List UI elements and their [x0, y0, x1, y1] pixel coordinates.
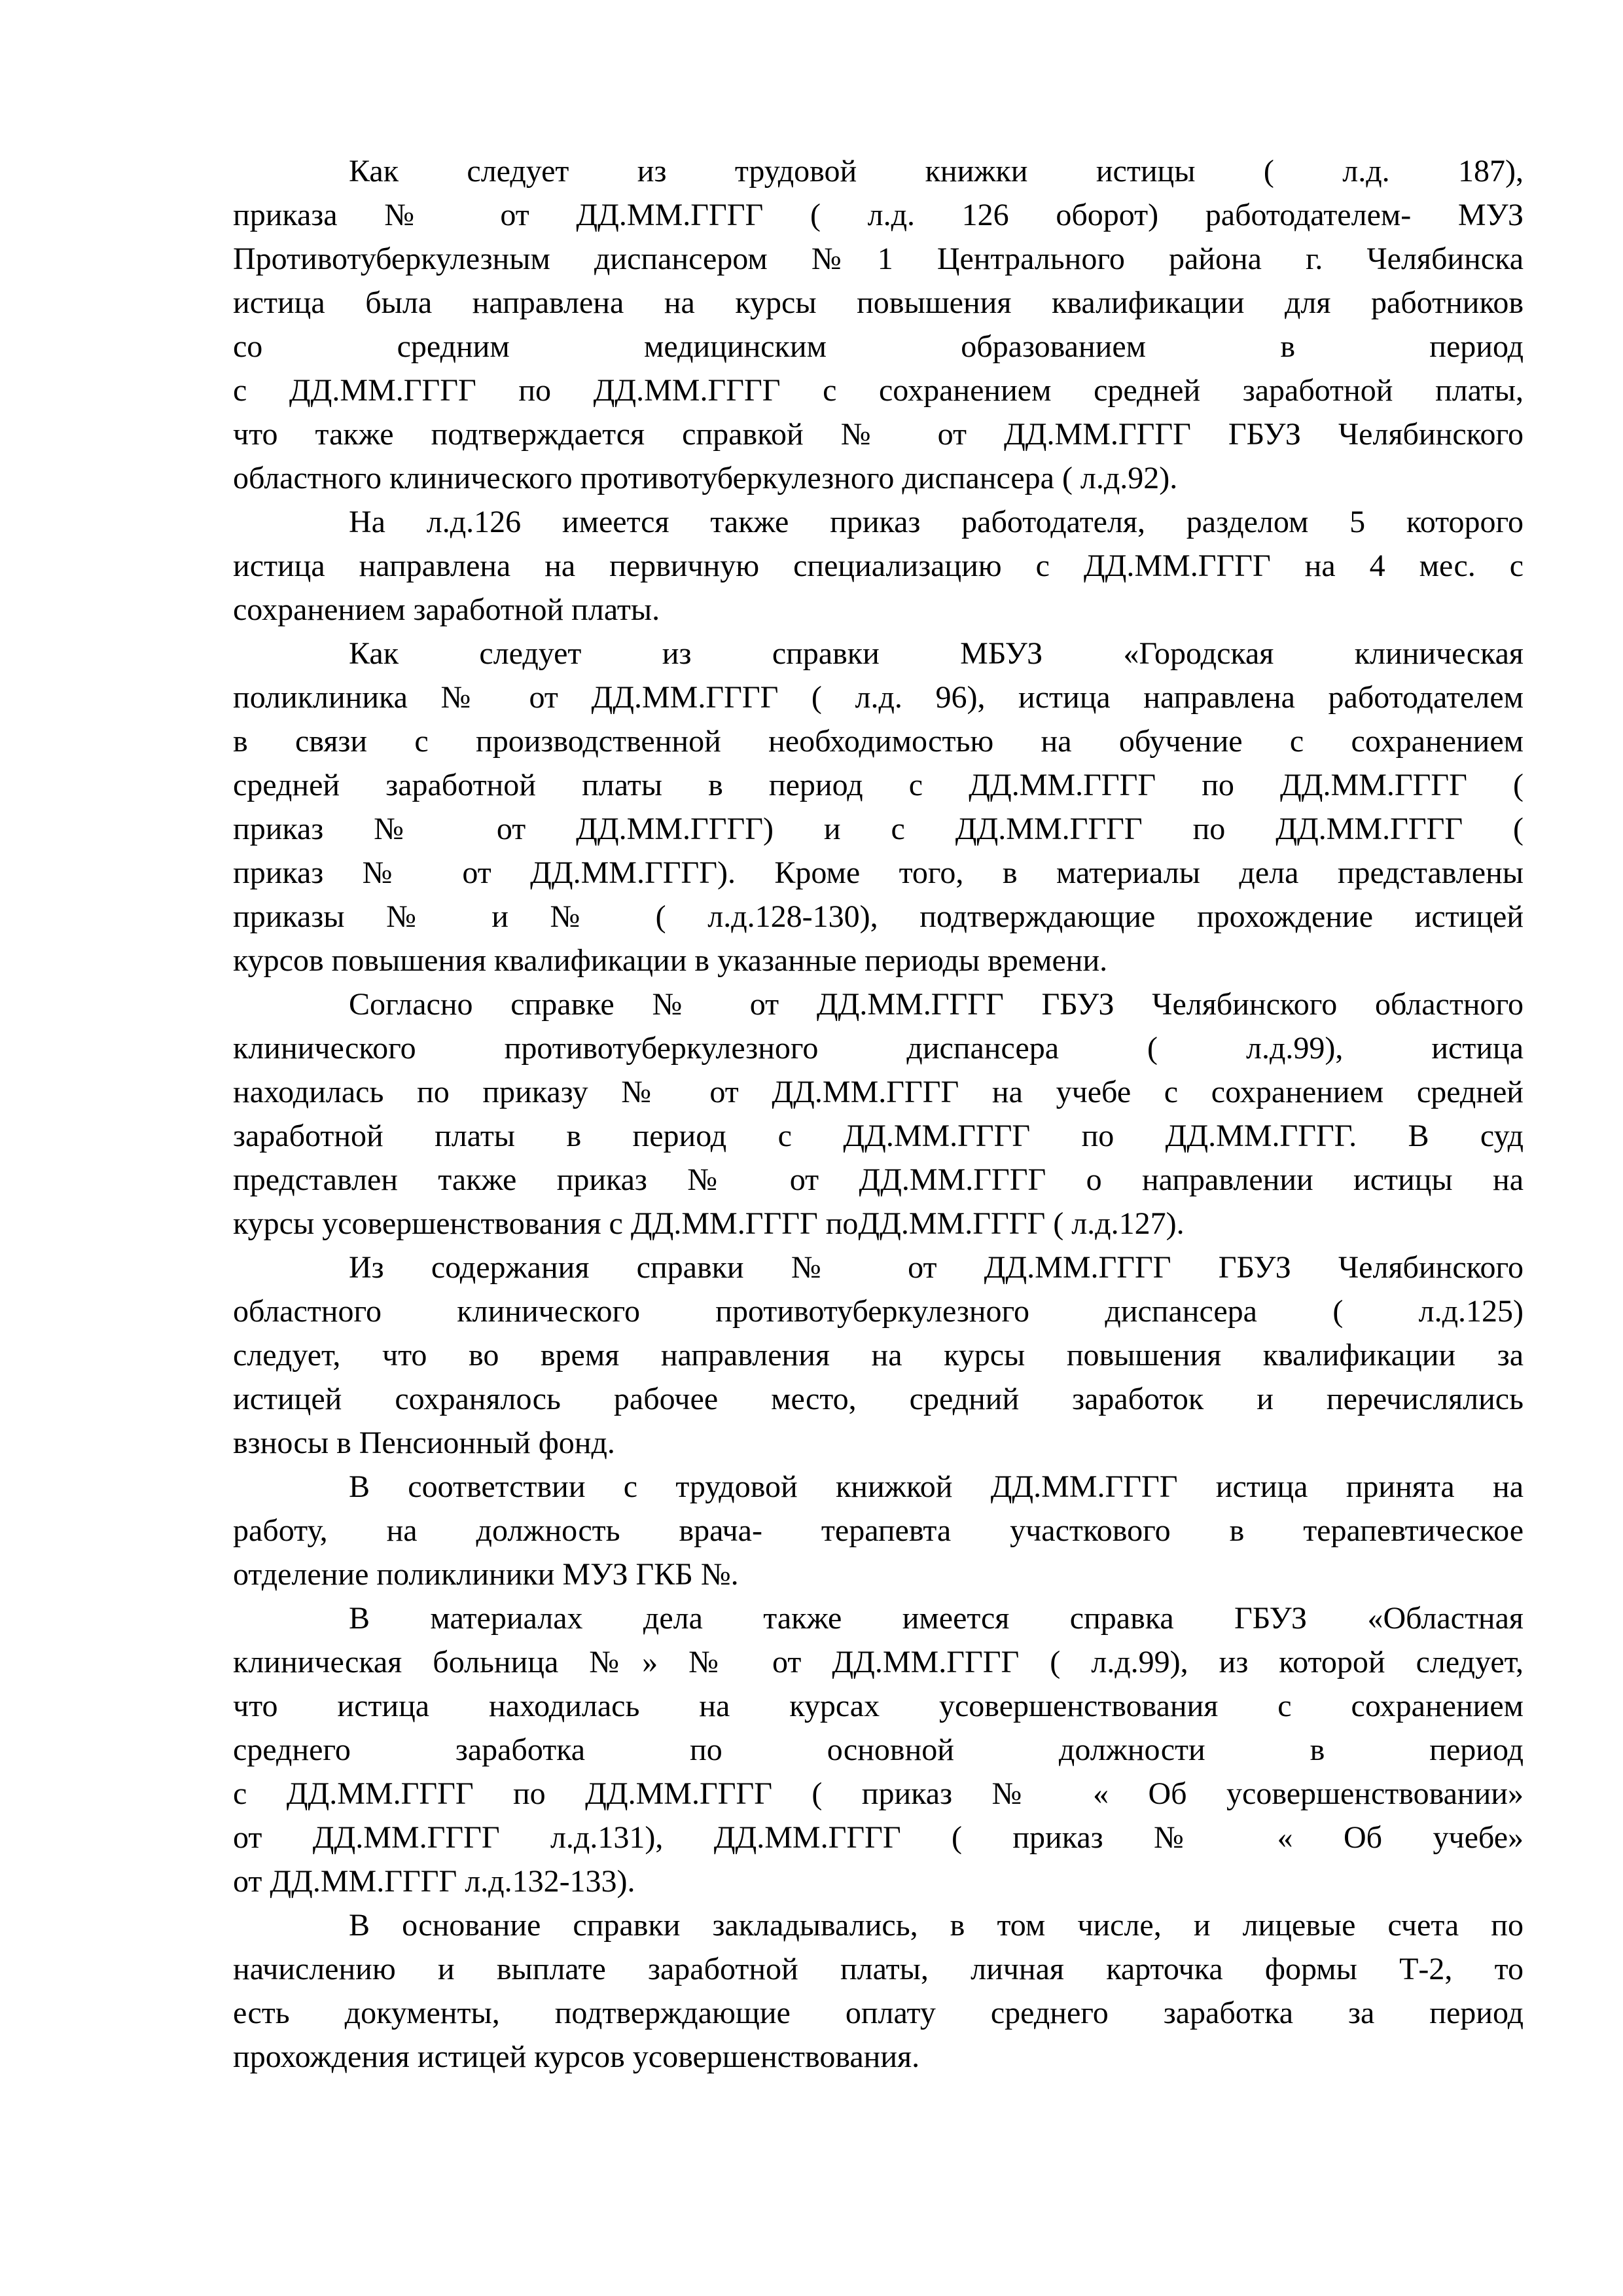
- paragraph: [233, 1903, 1524, 2079]
- text-line: средней заработной платы в период с ДД.ММ.ГГГГ по ДД.ММ.ГГГГ (: [233, 768, 1524, 802]
- text-line: со средним медицинским образованием в период: [233, 329, 1524, 364]
- text-line: приказ № от ДД.ММ.ГГГГ). Кроме того, в материалы дела представлены: [233, 855, 1524, 890]
- text-line: заработной платы в период с ДД.ММ.ГГГГ по ДД.ММ.ГГГГ. В суд: [233, 1119, 1524, 1153]
- text-line: в связи с производственной необходимостью на обучение с сохранением: [233, 724, 1524, 759]
- text-line: В материалах дела также имеется справка ГБУЗ «Областная: [349, 1601, 1524, 1636]
- text-line: следует, что во время направления на курсы повышения квалификации за: [233, 1338, 1524, 1372]
- text-line: истицей сохранялось рабочее место, средний заработок и перечислялись: [233, 1382, 1524, 1416]
- text-line: с ДД.ММ.ГГГГ по ДД.ММ.ГГГГ ( приказ № « Об усовершенствовании»: [233, 1776, 1524, 1811]
- text-line: На л.д.126 имеется также приказ работодателя, разделом 5 которого: [349, 505, 1524, 539]
- text-line: поликлиника № от ДД.ММ.ГГГГ ( л.д. 96), истица направлена работодателем: [233, 680, 1524, 715]
- paragraph: [233, 632, 1524, 982]
- text-line: среднего заработка по основной должности в период: [233, 1732, 1524, 1767]
- text-line: отделение поликлиники МУЗ ГКБ №.: [233, 1557, 739, 1592]
- text-line: Противотуберкулезным диспансером №1 Центрального района г. Челябинска: [233, 242, 1524, 276]
- text-line: что также подтверждается справкой № от ДД.ММ.ГГГГ ГБУЗ Челябинского: [233, 417, 1524, 452]
- text-line: Из содержания справки № от ДД.ММ.ГГГГ ГБУЗ Челябинского: [349, 1250, 1524, 1285]
- text-line: Согласно справке № от ДД.ММ.ГГГГ ГБУЗ Челябинского областного: [349, 987, 1524, 1022]
- document-text: [233, 149, 1524, 2079]
- text-line: приказа № от ДД.ММ.ГГГГ ( л.д. 126 оборот) работодателем- МУЗ: [233, 198, 1524, 232]
- text-line: областного клинического противотуберкулезного диспансера ( л.д.125): [233, 1294, 1524, 1329]
- text-line: взносы в Пенсионный фонд.: [233, 1426, 615, 1460]
- text-line: есть документы, подтверждающие оплату среднего заработка за период: [233, 1996, 1524, 2030]
- text-line: находилась по приказу № от ДД.ММ.ГГГГ на учебе с сохранением средней: [233, 1075, 1524, 1109]
- paragraph: [233, 982, 1524, 1246]
- text-line: сохранением заработной платы.: [233, 592, 660, 627]
- text-line: от ДД.ММ.ГГГГ л.д.132-133).: [233, 1864, 635, 1899]
- text-line: Как следует из трудовой книжки истицы ( л.д. 187),: [349, 154, 1524, 188]
- text-line: с ДД.ММ.ГГГГ по ДД.ММ.ГГГГ с сохранением средней заработной платы,: [233, 373, 1524, 408]
- text-line: от ДД.ММ.ГГГГ л.д.131), ДД.ММ.ГГГГ ( приказ № « Об учебе»: [233, 1820, 1524, 1855]
- text-line: В основание справки закладывались, в том числе, и лицевые счета по: [349, 1908, 1524, 1943]
- text-line: клиническая больница №» № от ДД.ММ.ГГГГ ( л.д.99), из которой следует,: [233, 1645, 1524, 1679]
- text-line: курсы усовершенствования с ДД.ММ.ГГГГ поДД.ММ.ГГГГ ( л.д.127).: [233, 1206, 1185, 1241]
- text-line: работу, на должность врача- терапевта участкового в терапевтическое: [233, 1513, 1524, 1548]
- text-line: Как следует из справки МБУЗ «Городская клиническая: [349, 636, 1524, 671]
- text-line: прохождения истицей курсов усовершенствования.: [233, 2039, 920, 2074]
- text-line: приказы № и № ( л.д.128-130), подтверждающие прохождение истицей: [233, 899, 1524, 934]
- paragraph: [233, 1246, 1524, 1465]
- text-line: что истица находилась на курсах усовершенствования с сохранением: [233, 1689, 1524, 1723]
- text-line: истица направлена на первичную специализацию с ДД.ММ.ГГГГ на 4 мес. с: [233, 548, 1524, 583]
- paragraph: [233, 1465, 1524, 1596]
- paragraph: [233, 500, 1524, 632]
- text-line: начислению и выплате заработной платы, личная карточка формы Т-2, то: [233, 1952, 1524, 1986]
- text-line: курсов повышения квалификации в указанные периоды времени.: [233, 943, 1108, 978]
- text-line: представлен также приказ № от ДД.ММ.ГГГГ о направлении истицы на: [233, 1162, 1524, 1197]
- text-line: приказ № от ДД.ММ.ГГГГ) и с ДД.ММ.ГГГГ по ДД.ММ.ГГГГ (: [233, 812, 1524, 846]
- text-line: истица была направлена на курсы повышения квалификации для работников: [233, 285, 1524, 320]
- text-line: В соответствии с трудовой книжкой ДД.ММ.ГГГГ истица принята на: [349, 1469, 1524, 1504]
- text-line: областного клинического противотуберкулезного диспансера ( л.д.92).: [233, 461, 1178, 495]
- paragraph: [233, 1596, 1524, 1903]
- paragraph: [233, 149, 1524, 500]
- text-line: клинического противотуберкулезного диспансера ( л.д.99), истица: [233, 1031, 1524, 1066]
